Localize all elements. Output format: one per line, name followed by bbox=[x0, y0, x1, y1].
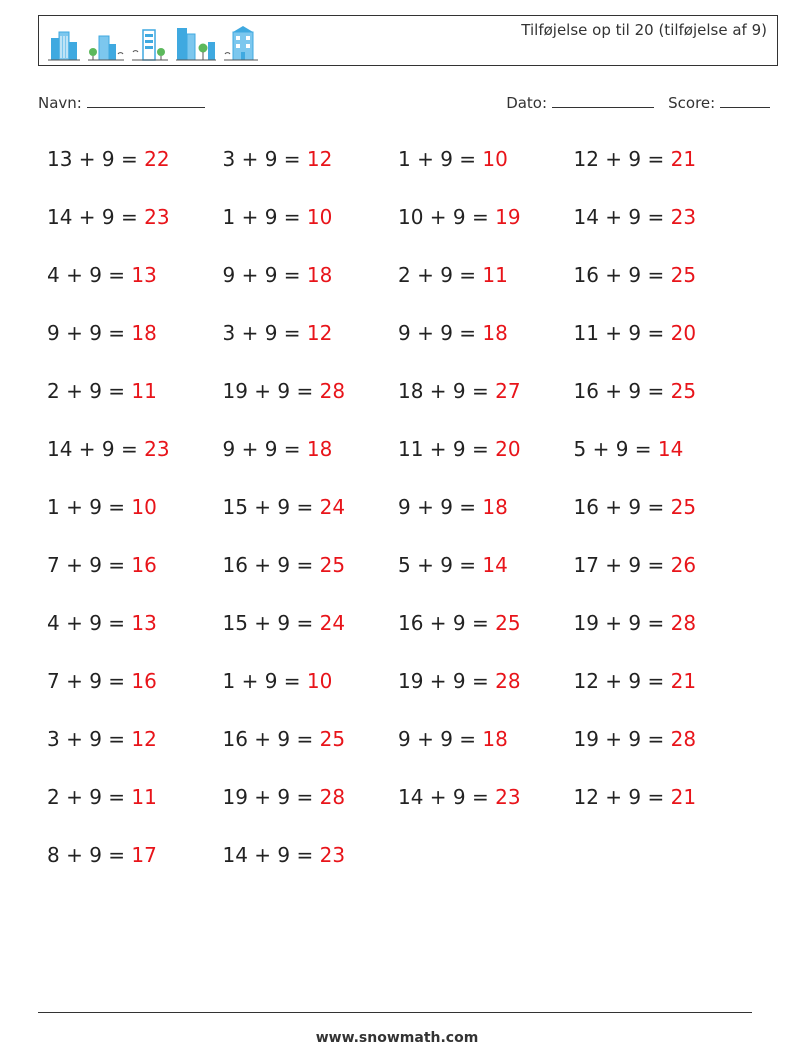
problem-answer: 23 bbox=[670, 205, 697, 229]
problem-row bbox=[47, 553, 749, 611]
problem-item bbox=[223, 321, 399, 379]
problem-item bbox=[398, 669, 574, 727]
problem-item bbox=[223, 785, 399, 843]
footer-url: www.snowmath.com bbox=[315, 1030, 479, 1046]
problem-question: 11 + 9 = bbox=[398, 437, 496, 461]
problem-item bbox=[574, 553, 750, 611]
problem-item bbox=[47, 611, 223, 669]
problem-answer: 18 bbox=[131, 321, 157, 345]
problem-question: 9 + 9 = bbox=[398, 321, 483, 345]
problem-question: 7 + 9 = bbox=[47, 669, 132, 693]
problem-item bbox=[574, 611, 750, 669]
problem-answer: 25 bbox=[319, 727, 346, 751]
header-icons bbox=[47, 22, 259, 62]
problem-answer: 18 bbox=[482, 495, 508, 519]
problem-item bbox=[223, 727, 399, 785]
problem-item bbox=[398, 727, 574, 785]
problem-answer: 10 bbox=[306, 669, 333, 693]
problem-answer: 25 bbox=[670, 495, 697, 519]
problem-answer: 21 bbox=[670, 147, 697, 171]
problem-answer: 21 bbox=[670, 669, 697, 693]
problem-item bbox=[47, 263, 223, 321]
problem-question: 14 + 9 = bbox=[222, 843, 320, 867]
problem-question: 9 + 9 = bbox=[398, 727, 483, 751]
problem-answer: 24 bbox=[319, 611, 346, 635]
problem-answer: 26 bbox=[670, 553, 697, 577]
problem-question: 8 + 9 = bbox=[47, 843, 132, 867]
problem-question: 3 + 9 = bbox=[222, 147, 307, 171]
problem-answer: 12 bbox=[131, 727, 157, 751]
problem-question: 4 + 9 = bbox=[47, 263, 132, 287]
problem-question: 2 + 9 = bbox=[47, 785, 132, 809]
problem-item bbox=[574, 669, 750, 727]
problem-question: 1 + 9 = bbox=[222, 669, 307, 693]
problem-question: 1 + 9 = bbox=[398, 147, 483, 171]
problem-item bbox=[574, 263, 750, 321]
problem-question: 7 + 9 = bbox=[47, 553, 132, 577]
problem-answer: 18 bbox=[482, 321, 508, 345]
office-building-icon bbox=[223, 24, 259, 62]
problem-item bbox=[574, 727, 750, 785]
name-label: Navn: bbox=[38, 94, 82, 112]
problem-question: 16 + 9 = bbox=[573, 379, 671, 403]
problem-answer: 14 bbox=[657, 437, 684, 461]
problem-question: 18 + 9 = bbox=[398, 379, 496, 403]
problem-answer: 28 bbox=[495, 669, 521, 693]
problem-question: 3 + 9 = bbox=[47, 727, 132, 751]
problem-question: 9 + 9 = bbox=[222, 263, 307, 287]
problem-answer: 20 bbox=[495, 437, 521, 461]
building-tree-icon bbox=[87, 28, 125, 62]
problem-answer: 28 bbox=[319, 785, 346, 809]
problem-answer: 14 bbox=[482, 553, 508, 577]
problem-row bbox=[47, 263, 749, 321]
problem-answer: 17 bbox=[131, 843, 157, 867]
problem-question: 16 + 9 = bbox=[222, 553, 320, 577]
problem-row bbox=[47, 611, 749, 669]
problem-item bbox=[574, 379, 750, 437]
problem-answer: 10 bbox=[306, 205, 333, 229]
problem-question: 5 + 9 = bbox=[398, 553, 483, 577]
problem-item bbox=[47, 321, 223, 379]
problem-question: 2 + 9 = bbox=[47, 379, 132, 403]
problem-item bbox=[47, 437, 223, 495]
problem-item bbox=[574, 437, 750, 495]
problem-answer: 23 bbox=[144, 205, 170, 229]
problem-answer: 28 bbox=[670, 611, 697, 635]
problem-answer: 25 bbox=[319, 553, 346, 577]
problem-answer: 16 bbox=[131, 553, 157, 577]
problem-item bbox=[398, 553, 574, 611]
problem-question: 15 + 9 = bbox=[222, 611, 320, 635]
problem-answer: 25 bbox=[495, 611, 521, 635]
problem-question: 1 + 9 = bbox=[47, 495, 132, 519]
problem-answer: 23 bbox=[495, 785, 521, 809]
problem-answer: 24 bbox=[319, 495, 346, 519]
problem-question: 12 + 9 = bbox=[573, 147, 671, 171]
problem-answer: 19 bbox=[495, 205, 521, 229]
problem-item bbox=[398, 437, 574, 495]
problem-answer: 10 bbox=[482, 147, 508, 171]
problem-question: 15 + 9 = bbox=[222, 495, 320, 519]
problem-question: 12 + 9 = bbox=[573, 785, 671, 809]
problem-question: 14 + 9 = bbox=[47, 437, 145, 461]
problem-row bbox=[47, 843, 749, 901]
problem-question: 9 + 9 = bbox=[398, 495, 483, 519]
problem-item bbox=[223, 437, 399, 495]
problem-answer: 28 bbox=[670, 727, 697, 751]
name-blank[interactable] bbox=[87, 93, 205, 108]
footer-divider bbox=[38, 1012, 752, 1013]
problem-question: 19 + 9 = bbox=[222, 379, 320, 403]
header-box bbox=[38, 15, 778, 66]
problem-answer: 18 bbox=[482, 727, 508, 751]
problem-question: 19 + 9 = bbox=[398, 669, 496, 693]
problem-question: 12 + 9 = bbox=[573, 669, 671, 693]
problem-row bbox=[47, 205, 749, 263]
problem-item bbox=[47, 553, 223, 611]
problem-item bbox=[398, 611, 574, 669]
problem-item bbox=[223, 379, 399, 437]
problem-item bbox=[223, 843, 399, 901]
problem-item bbox=[223, 263, 399, 321]
problem-answer: 11 bbox=[131, 379, 157, 403]
worksheet-title: Tilføjelse op til 20 (tilføjelse af 9) bbox=[521, 21, 767, 39]
problem-row bbox=[47, 727, 749, 785]
problem-question: 16 + 9 = bbox=[222, 727, 320, 751]
problem-answer: 25 bbox=[670, 263, 697, 287]
problem-item bbox=[223, 495, 399, 553]
problem-question: 14 + 9 = bbox=[573, 205, 671, 229]
problem-item bbox=[223, 553, 399, 611]
problem-question: 19 + 9 = bbox=[573, 727, 671, 751]
problem-item bbox=[47, 147, 223, 205]
date-label: Dato: bbox=[506, 94, 548, 112]
score-label: Score: bbox=[668, 94, 716, 112]
problem-item bbox=[47, 379, 223, 437]
problem-row bbox=[47, 379, 749, 437]
problem-answer: 16 bbox=[131, 669, 157, 693]
problem-question: 10 + 9 = bbox=[398, 205, 496, 229]
problem-row bbox=[47, 669, 749, 727]
problem-question: 9 + 9 = bbox=[47, 321, 132, 345]
problem-answer: 25 bbox=[670, 379, 697, 403]
problem-answer: 20 bbox=[670, 321, 697, 345]
problem-item bbox=[398, 205, 574, 263]
problem-answer: 12 bbox=[306, 147, 333, 171]
problem-question: 19 + 9 = bbox=[573, 611, 671, 635]
problem-question: 17 + 9 = bbox=[573, 553, 671, 577]
problem-item bbox=[574, 785, 750, 843]
problem-answer: 11 bbox=[482, 263, 508, 287]
problem-item bbox=[47, 727, 223, 785]
problem-answer: 21 bbox=[670, 785, 697, 809]
building-icon bbox=[47, 28, 81, 62]
problem-question: 16 + 9 = bbox=[573, 495, 671, 519]
problem-item bbox=[574, 495, 750, 553]
problem-row bbox=[47, 321, 749, 379]
problem-question: 1 + 9 = bbox=[222, 205, 307, 229]
problem-row bbox=[47, 437, 749, 495]
problem-question: 9 + 9 = bbox=[222, 437, 307, 461]
problem-grid bbox=[47, 147, 749, 901]
problem-item bbox=[574, 321, 750, 379]
problem-item bbox=[47, 669, 223, 727]
problem-answer: 23 bbox=[319, 843, 346, 867]
problem-question: 11 + 9 = bbox=[573, 321, 671, 345]
problem-answer: 28 bbox=[319, 379, 346, 403]
score-blank[interactable] bbox=[720, 93, 770, 108]
problem-answer: 13 bbox=[131, 611, 157, 635]
problem-question: 13 + 9 = bbox=[47, 147, 145, 171]
problem-answer: 18 bbox=[306, 263, 333, 287]
tower-tree-icon bbox=[131, 26, 169, 62]
problem-item bbox=[398, 147, 574, 205]
problem-answer: 11 bbox=[131, 785, 157, 809]
date-blank[interactable] bbox=[552, 93, 654, 108]
problem-question: 4 + 9 = bbox=[47, 611, 132, 635]
problem-item bbox=[47, 785, 223, 843]
problem-question: 16 + 9 = bbox=[398, 611, 496, 635]
problem-answer: 22 bbox=[144, 147, 170, 171]
problem-question: 14 + 9 = bbox=[47, 205, 145, 229]
problem-row bbox=[47, 495, 749, 553]
problem-item bbox=[398, 495, 574, 553]
problem-question: 3 + 9 = bbox=[222, 321, 307, 345]
problem-item bbox=[574, 147, 750, 205]
problem-item bbox=[223, 147, 399, 205]
skyscraper-tree-icon bbox=[175, 24, 217, 62]
problem-answer: 23 bbox=[144, 437, 170, 461]
name-field bbox=[38, 93, 205, 112]
problem-item bbox=[47, 205, 223, 263]
problem-question: 16 + 9 = bbox=[573, 263, 671, 287]
problem-question: 19 + 9 = bbox=[222, 785, 320, 809]
problem-item bbox=[398, 379, 574, 437]
problem-answer: 27 bbox=[495, 379, 521, 403]
problem-question: 5 + 9 = bbox=[573, 437, 658, 461]
problem-answer: 18 bbox=[306, 437, 333, 461]
problem-answer: 12 bbox=[306, 321, 333, 345]
problem-item bbox=[398, 321, 574, 379]
problem-item bbox=[398, 785, 574, 843]
problem-item bbox=[398, 263, 574, 321]
problem-answer: 13 bbox=[131, 263, 157, 287]
problem-row bbox=[47, 785, 749, 843]
problem-answer: 10 bbox=[131, 495, 157, 519]
problem-item bbox=[223, 205, 399, 263]
problem-item bbox=[47, 843, 223, 901]
problem-row bbox=[47, 147, 749, 205]
problem-question: 14 + 9 = bbox=[398, 785, 496, 809]
problem-item bbox=[223, 611, 399, 669]
problem-item bbox=[223, 669, 399, 727]
problem-question: 2 + 9 = bbox=[398, 263, 483, 287]
problem-item bbox=[574, 205, 750, 263]
problem-item bbox=[47, 495, 223, 553]
date-score-fields bbox=[506, 93, 770, 112]
